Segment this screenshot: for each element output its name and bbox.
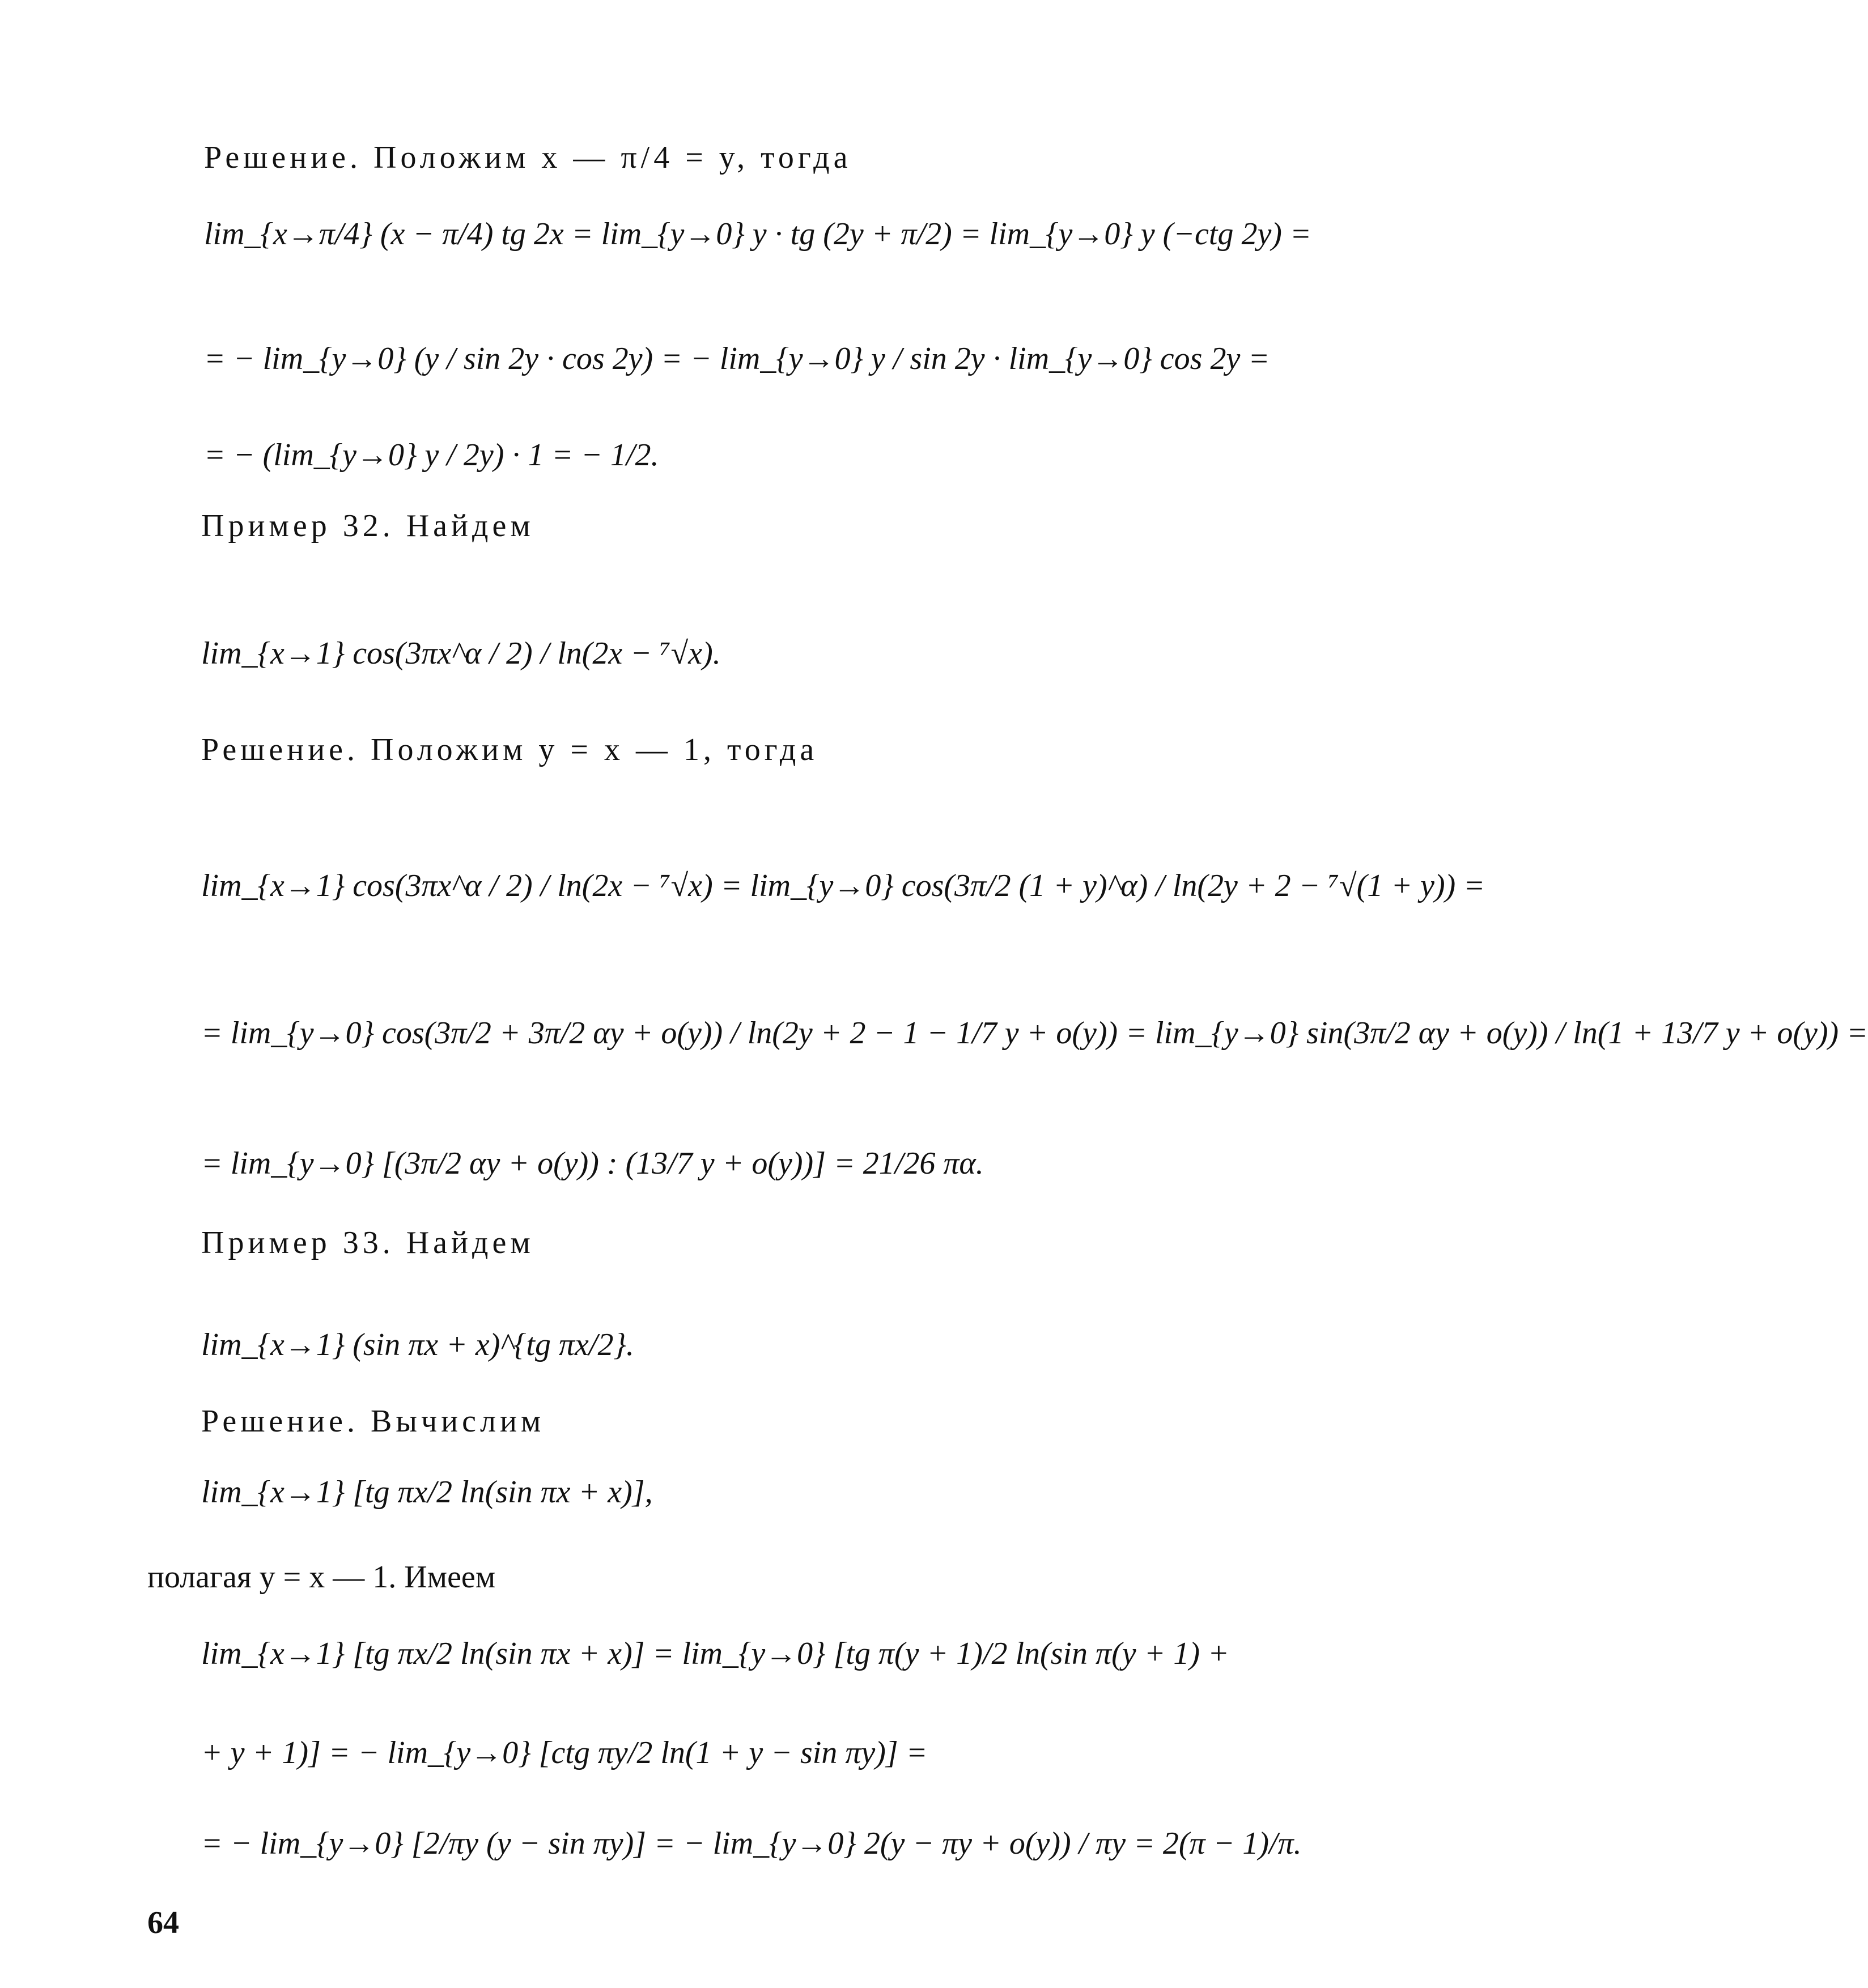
- solution-heading-3: Решение. Вычислим: [201, 1404, 545, 1439]
- formula-5: lim_{x→1} cos(3πx^α / 2) / ln(2x − ⁷√x) = lim_{y→0} cos(3π/2 (1 + y)^α) / ln(2y + 2 − ⁷√(1 + y)) =: [201, 868, 1485, 903]
- formula-3: = − (lim_{y→0} y / 2y) · 1 = − 1/2.: [204, 437, 659, 473]
- example-33-heading: Пример 33. Найдем: [201, 1225, 534, 1260]
- example-32-heading: Пример 32. Найдем: [201, 508, 534, 543]
- formula-1: lim_{x→π/4} (x − π/4) tg 2x = lim_{y→0} y · tg (2y + π/2) = lim_{y→0} y (−ctg 2y) =: [204, 216, 1311, 252]
- formula-12: = − lim_{y→0} [2/πy (y − sin πy)] = − lim_{y→0} 2(y − πy + o(y)) / πy = 2(π − 1)/π.: [201, 1826, 1302, 1861]
- formula-6: = lim_{y→0} cos(3π/2 + 3π/2 αy + o(y)) / ln(2y + 2 − 1 − 1/7 y + o(y)) = lim_{y→0} sin(3π/2 αy + o(y)) / ln(1 + 13/7 y + o(y)) =: [201, 1016, 1868, 1051]
- formula-4: lim_{x→1} cos(3πx^α / 2) / ln(2x − ⁷√x).: [201, 636, 721, 671]
- formula-2: = − lim_{y→0} (y / sin 2y · cos 2y) = − lim_{y→0} y / sin 2y · lim_{y→0} cos 2y =: [204, 341, 1270, 376]
- page-number: 64: [147, 1905, 179, 1940]
- formula-7: = lim_{y→0} [(3π/2 αy + o(y)) : (13/7 y + o(y))] = 21/26 πα.: [201, 1146, 984, 1181]
- formula-10: lim_{x→1} [tg πx/2 ln(sin πx + x)] = lim_{y→0} [tg π(y + 1)/2 ln(sin π(y + 1) +: [201, 1636, 1229, 1671]
- solution-heading-2: Решение. Положим y = x — 1, тогда: [201, 732, 818, 767]
- formula-8: lim_{x→1} (sin πx + x)^{tg πx/2}.: [201, 1327, 634, 1362]
- text-line: полагая y = x — 1. Имеем: [147, 1560, 496, 1595]
- formula-11: + y + 1)] = − lim_{y→0} [ctg πy/2 ln(1 + y − sin πy)] =: [201, 1735, 928, 1770]
- formula-9: lim_{x→1} [tg πx/2 ln(sin πx + x)],: [201, 1475, 653, 1510]
- solution-heading-1: Решение. Положим x — π/4 = y, тогда: [204, 140, 852, 175]
